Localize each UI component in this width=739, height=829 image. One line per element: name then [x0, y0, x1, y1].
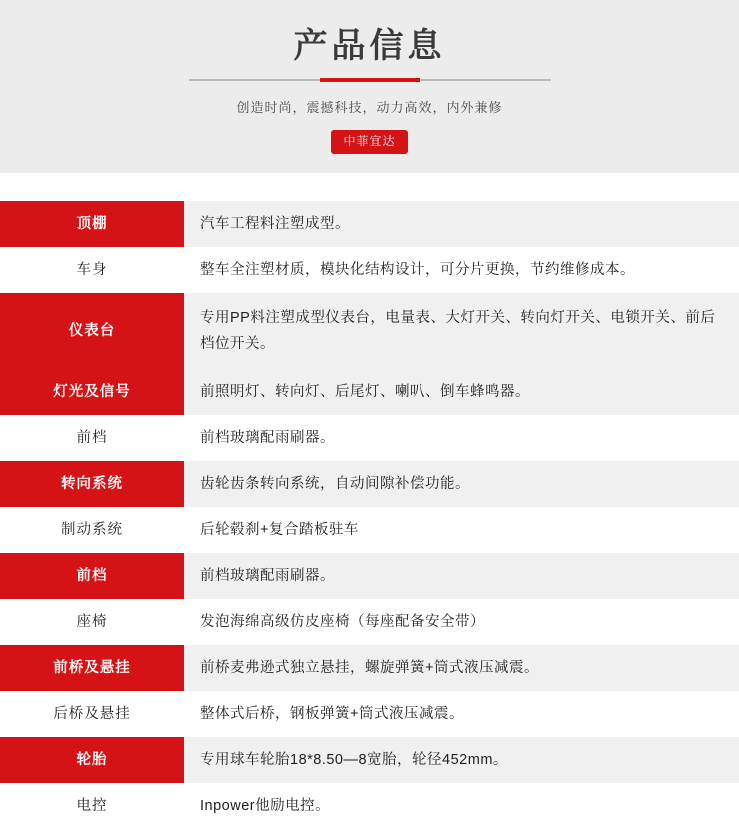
spec-label: 前档: [0, 415, 184, 461]
spec-value: 整车全注塑材质，模块化结构设计，可分片更换，节约维修成本。: [184, 247, 739, 293]
spec-label: 前桥及悬挂: [0, 645, 184, 691]
banner-subtitle: 创造时尚，震撼科技，动力高效，内外兼修: [236, 100, 503, 115]
spec-table: [0, 201, 739, 829]
table-row: [0, 293, 739, 369]
spec-value: 前照明灯、转向灯、后尾灯、喇叭、倒车蜂鸣器。: [184, 369, 739, 415]
spec-label: 灯光及信号: [0, 369, 184, 415]
spec-value: Inpower他励电控。: [184, 783, 739, 829]
spec-label: 前档: [0, 553, 184, 599]
table-row: [0, 461, 739, 507]
spec-label: 顶棚: [0, 201, 184, 247]
spec-table-body: [0, 201, 739, 829]
spec-label: 转向系统: [0, 461, 184, 507]
table-row: [0, 783, 739, 829]
table-row: [0, 415, 739, 461]
spec-label: 轮胎: [0, 737, 184, 783]
spec-value: 发泡海绵高级仿皮座椅（每座配备安全带）: [184, 599, 739, 645]
spec-label: 后桥及悬挂: [0, 691, 184, 737]
table-row: [0, 691, 739, 737]
spec-value: 专用球车轮胎18*8.50—8宽胎，轮径452mm。: [184, 737, 739, 783]
spec-value: 前档玻璃配雨刷器。: [184, 415, 739, 461]
spec-label: 仪表台: [0, 293, 184, 369]
spec-value: 专用PP料注塑成型仪表台，电量表、大灯开关、转向灯开关、电锁开关、前后档位开关。: [184, 293, 739, 369]
spec-value: 齿轮齿条转向系统，自动间隙补偿功能。: [184, 461, 739, 507]
spec-table-wrapper: [0, 173, 739, 829]
spec-value: 汽车工程料注塑成型。: [184, 201, 739, 247]
title-divider: [189, 78, 551, 82]
banner-content: [0, 0, 739, 154]
table-row: [0, 645, 739, 691]
spec-value: 前档玻璃配雨刷器。: [184, 553, 739, 599]
table-row: [0, 599, 739, 645]
table-row: [0, 247, 739, 293]
table-row: [0, 507, 739, 553]
table-row: [0, 553, 739, 599]
spec-label: 制动系统: [0, 507, 184, 553]
spec-label: 车身: [0, 247, 184, 293]
spec-label: 座椅: [0, 599, 184, 645]
spec-label: 电控: [0, 783, 184, 829]
brand-badge: 中菲宜达: [331, 130, 407, 154]
spec-value: 整体式后桥，钢板弹簧+筒式液压减震。: [184, 691, 739, 737]
spec-value: 后轮毂刹+复合踏板驻车: [184, 507, 739, 553]
table-row: [0, 737, 739, 783]
product-info-banner: [0, 0, 739, 173]
table-row: [0, 201, 739, 247]
page-title: 产品信息: [293, 27, 446, 65]
spec-value: 前桥麦弗逊式独立悬挂，螺旋弹簧+筒式液压减震。: [184, 645, 739, 691]
divider-accent: [320, 78, 420, 82]
table-row: [0, 369, 739, 415]
